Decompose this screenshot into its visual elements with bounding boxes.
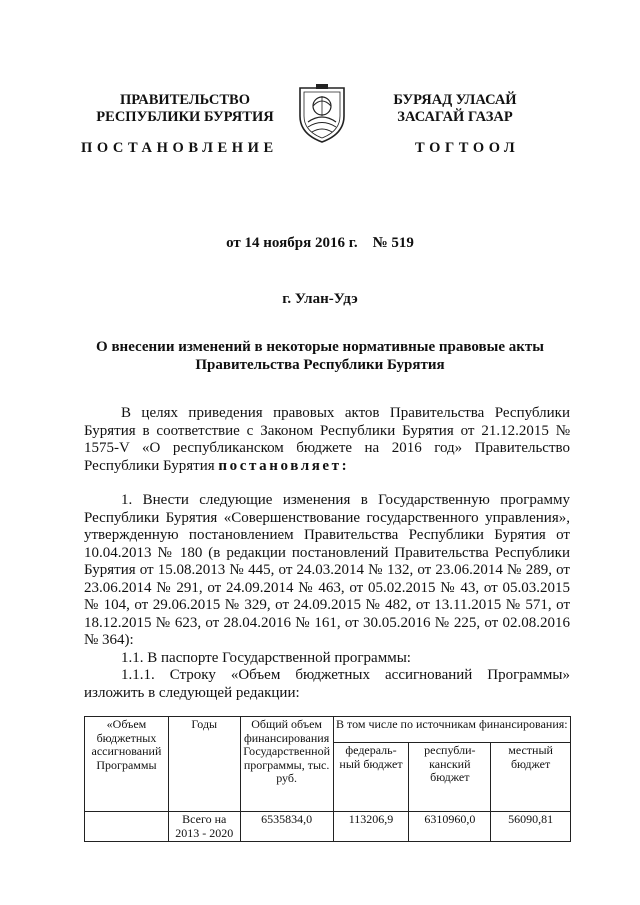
table-cell-local: 56090,81 (491, 812, 571, 842)
table-cell-total: 6535834,0 (240, 812, 333, 842)
col-header-sources: В том числе по источникам финансирования: (333, 717, 570, 743)
place: г. Улан-Удэ (282, 291, 358, 307)
page-title-line1: О внесении изменений в некоторые нормативные правовые акты (96, 339, 544, 355)
table-header-row (85, 717, 571, 743)
page-title-line2: Правительства Республики Бурятия (195, 357, 445, 373)
col-header-allocation: «Объем бюджетных ассигнований Программы (85, 717, 169, 812)
item-1-1: 1.1. В паспорте Государственной программы: (121, 649, 411, 666)
government-name-ru (70, 92, 300, 126)
preamble-paragraph (84, 405, 570, 475)
doc-type-bua: ТОГТООЛ (415, 140, 520, 156)
col-header-years: Годы (168, 717, 240, 812)
col-header-total: Общий объем финансирования Государственной программы, тыс. руб. (240, 717, 333, 812)
decree-word: постановляет: (218, 457, 350, 474)
body (84, 405, 570, 702)
col-header-local: местный бюджет (491, 743, 571, 812)
col-header-federal: федераль-ный бюджет (333, 743, 409, 812)
government-name-line1: ПРАВИТЕЛЬСТВО (120, 92, 250, 108)
item-1: 1. Внести следующие изменения в Государственную программу Республики Бурятия «Совершенствование государственного управления», утвержденную постановлением Правительства Республики Бурятия от 10.04.2013 № 180 (в редакции постановлений Правительства Республики Бурятия от 15.08.2013 № 445, от 24.03.2014 № 132, от 23.06.2014 № 289, от 23.06.2014 № 291, от 24.09.2014 № 463, от 05.02.2015 № 43, от 05.03.2015 № 104, от 29.06.2015 № 329, от 24.09.2015 № 482, от 13.11.2015 № 571, от 18.12.2015 № 623, от 28.04.2016 № 161, от 30.05.2016 № 225, от 02.08.2016 № 364): (84, 492, 570, 648)
date-number: от 14 ноября 2016 г. № 519 (226, 235, 414, 251)
page-title (0, 338, 640, 374)
table-cell-empty (85, 812, 169, 842)
table-cell-federal: 113206,9 (333, 812, 409, 842)
government-name-bua-line2: ЗАСАГАЙ ГАЗАР (397, 109, 513, 125)
preamble-text: В целях приведения правовых актов Правительства Республики Бурятия в соответствие с Законом Республики Бурятия от 21.12.2015 № 1575-V «О республиканском бюджете на 2016 год» Правительство Республики Бурятия (84, 405, 570, 474)
budget-table (84, 716, 571, 842)
table-cell-republic: 6310960,0 (409, 812, 491, 842)
government-name-bua-line1: БУРЯАД УЛАСАЙ (393, 92, 517, 108)
item-1-1-1: 1.1.1. Строку «Объем бюджетных ассигнований Программы» изложить в следующей редакции: (84, 667, 570, 701)
table-cell-year: Всего на 2013 - 2020 (168, 812, 240, 842)
government-name-bua (340, 92, 570, 126)
doc-type-ru: ПОСТАНОВЛЕНИЕ (81, 140, 278, 156)
table-row (85, 812, 571, 842)
government-name-line2: РЕСПУБЛИКИ БУРЯТИЯ (96, 109, 274, 125)
col-header-republic: республи-канский бюджет (409, 743, 491, 812)
